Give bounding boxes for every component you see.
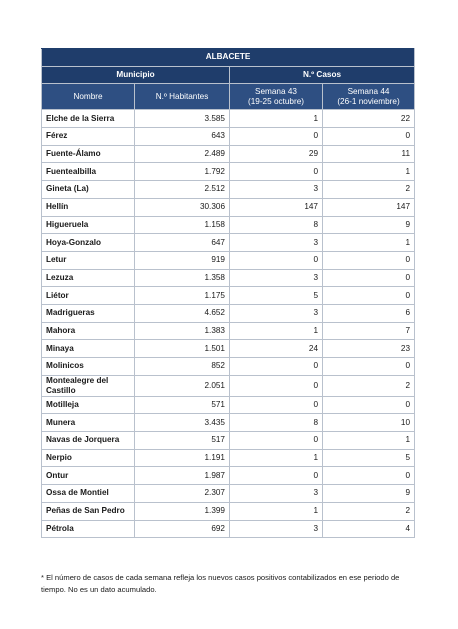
table-row (42, 216, 415, 234)
semana43-cases-cell: 147 (230, 198, 323, 216)
habitantes-cell: 1.501 (135, 340, 230, 358)
habitantes-cell: 3.435 (135, 414, 230, 432)
municipio-name-cell: Munera (42, 414, 135, 432)
habitantes-cell: 1.987 (135, 467, 230, 485)
semana43-cases-cell: 3 (230, 181, 323, 199)
municipio-name-cell: Higueruela (42, 216, 135, 234)
table-row (42, 198, 415, 216)
semana43-cases-cell: 3 (230, 485, 323, 503)
table-row (42, 340, 415, 358)
table-row (42, 287, 415, 305)
nombre-column-header: Nombre (42, 84, 135, 110)
table-row (42, 234, 415, 252)
habitantes-cell: 643 (135, 128, 230, 146)
habitantes-cell: 1.158 (135, 216, 230, 234)
semana44-cases-cell: 10 (323, 414, 415, 432)
habitantes-cell: 30.306 (135, 198, 230, 216)
municipio-name-cell: Fuente-Álamo (42, 145, 135, 163)
semana44-cases-cell: 7 (323, 322, 415, 340)
semana44-label: Semana 44 (347, 86, 390, 96)
semana44-column-header (323, 84, 415, 110)
semana43-cases-cell: 3 (230, 234, 323, 252)
semana43-cases-cell: 0 (230, 358, 323, 376)
semana44-cases-cell: 6 (323, 304, 415, 322)
table-row (42, 467, 415, 485)
municipio-name-cell: Ontur (42, 467, 135, 485)
habitantes-cell: 2.512 (135, 181, 230, 199)
habitantes-cell: 2.307 (135, 485, 230, 503)
habitantes-cell: 919 (135, 251, 230, 269)
municipio-name-cell: Minaya (42, 340, 135, 358)
semana44-cases-cell: 0 (323, 396, 415, 414)
semana44-cases-cell: 1 (323, 234, 415, 252)
semana44-cases-cell: 147 (323, 198, 415, 216)
habitantes-cell: 1.175 (135, 287, 230, 305)
semana44-cases-cell: 1 (323, 432, 415, 450)
semana44-cases-cell: 4 (323, 520, 415, 538)
semana43-cases-cell: 8 (230, 414, 323, 432)
municipio-name-cell: Letur (42, 251, 135, 269)
habitantes-cell: 517 (135, 432, 230, 450)
semana44-cases-cell: 0 (323, 287, 415, 305)
semana43-cases-cell: 5 (230, 287, 323, 305)
habitantes-cell: 2.051 (135, 375, 230, 396)
semana43-column-header (230, 84, 323, 110)
footnote: * El número de casos de cada semana refleja los nuevos casos positivos contabilizados en ese periodo de tiempo. No es un dato acumulado. (41, 573, 400, 594)
table-row (42, 502, 415, 520)
semana44-dates: (26-1 noviembre) (337, 96, 400, 106)
municipio-name-cell: Molinicos (42, 358, 135, 376)
semana43-cases-cell: 0 (230, 396, 323, 414)
table-row (42, 163, 415, 181)
cases-table (41, 48, 415, 538)
semana43-label: Semana 43 (255, 86, 297, 96)
habitantes-cell: 1.383 (135, 322, 230, 340)
habitantes-cell: 1.792 (135, 163, 230, 181)
habitantes-cell: 1.358 (135, 269, 230, 287)
semana44-cases-cell: 9 (323, 216, 415, 234)
semana43-cases-cell: 0 (230, 432, 323, 450)
table-row (42, 304, 415, 322)
municipio-name-cell: Nerpio (42, 449, 135, 467)
municipio-name-cell: Gineta (La) (42, 181, 135, 199)
semana43-cases-cell: 3 (230, 304, 323, 322)
semana44-cases-cell: 2 (323, 181, 415, 199)
semana44-cases-cell: 11 (323, 145, 415, 163)
table-row (42, 432, 415, 450)
table-row (42, 110, 415, 128)
semana44-cases-cell: 2 (323, 502, 415, 520)
semana44-cases-cell: 5 (323, 449, 415, 467)
semana43-cases-cell: 0 (230, 251, 323, 269)
semana43-cases-cell: 1 (230, 322, 323, 340)
casos-group-header: N.º Casos (230, 66, 415, 84)
table-row (42, 145, 415, 163)
habitantes-cell: 647 (135, 234, 230, 252)
semana43-cases-cell: 3 (230, 269, 323, 287)
semana44-cases-cell: 1 (323, 163, 415, 181)
habitantes-cell: 2.489 (135, 145, 230, 163)
table-row (42, 449, 415, 467)
semana43-cases-cell: 0 (230, 375, 323, 396)
semana43-dates: (19-25 octubre) (248, 96, 304, 106)
municipio-name-cell: Ossa de Montiel (42, 485, 135, 503)
region-header: ALBACETE (42, 49, 415, 67)
semana44-cases-cell: 0 (323, 251, 415, 269)
table-row (42, 485, 415, 503)
semana43-cases-cell: 0 (230, 467, 323, 485)
semana43-cases-cell: 1 (230, 502, 323, 520)
municipio-group-header: Municipio (42, 66, 230, 84)
table-row (42, 269, 415, 287)
municipio-name-cell: Liétor (42, 287, 135, 305)
semana43-cases-cell: 1 (230, 449, 323, 467)
table-row (42, 375, 415, 396)
semana44-cases-cell: 9 (323, 485, 415, 503)
habitantes-cell: 1.191 (135, 449, 230, 467)
municipio-name-cell: Hellín (42, 198, 135, 216)
table-row (42, 181, 415, 199)
table-row (42, 358, 415, 376)
table-row (42, 414, 415, 432)
municipio-name-cell: Mahora (42, 322, 135, 340)
table-body (42, 110, 415, 538)
table-row (42, 128, 415, 146)
municipio-name-cell: Peñas de San Pedro (42, 502, 135, 520)
municipio-name-cell: Pétrola (42, 520, 135, 538)
habitantes-cell: 852 (135, 358, 230, 376)
semana44-cases-cell: 22 (323, 110, 415, 128)
municipio-name-cell: Madrigueras (42, 304, 135, 322)
semana43-cases-cell: 0 (230, 128, 323, 146)
semana44-cases-cell: 2 (323, 375, 415, 396)
municipio-name-cell: Elche de la Sierra (42, 110, 135, 128)
table-row (42, 251, 415, 269)
semana43-cases-cell: 29 (230, 145, 323, 163)
habitantes-cell: 3.585 (135, 110, 230, 128)
municipio-name-cell: Hoya-Gonzalo (42, 234, 135, 252)
semana44-cases-cell: 23 (323, 340, 415, 358)
semana44-cases-cell: 0 (323, 269, 415, 287)
table-row (42, 322, 415, 340)
table-row (42, 396, 415, 414)
semana43-cases-cell: 0 (230, 163, 323, 181)
municipio-name-cell: Férez (42, 128, 135, 146)
semana44-cases-cell: 0 (323, 467, 415, 485)
habitantes-cell: 4.652 (135, 304, 230, 322)
semana44-cases-cell: 0 (323, 358, 415, 376)
municipio-name-cell: Navas de Jorquera (42, 432, 135, 450)
semana43-cases-cell: 3 (230, 520, 323, 538)
municipio-name-cell: Motilleja (42, 396, 135, 414)
habitantes-cell: 571 (135, 396, 230, 414)
habitantes-cell: 692 (135, 520, 230, 538)
municipio-name-cell: Lezuza (42, 269, 135, 287)
habitantes-column-header: N.º Habitantes (135, 84, 230, 110)
semana44-cases-cell: 0 (323, 128, 415, 146)
habitantes-cell: 1.399 (135, 502, 230, 520)
municipio-name-cell: Fuentealbilla (42, 163, 135, 181)
municipio-name-cell: Montealegre del Castillo (42, 375, 135, 396)
semana43-cases-cell: 24 (230, 340, 323, 358)
semana43-cases-cell: 1 (230, 110, 323, 128)
table-row (42, 520, 415, 538)
semana43-cases-cell: 8 (230, 216, 323, 234)
